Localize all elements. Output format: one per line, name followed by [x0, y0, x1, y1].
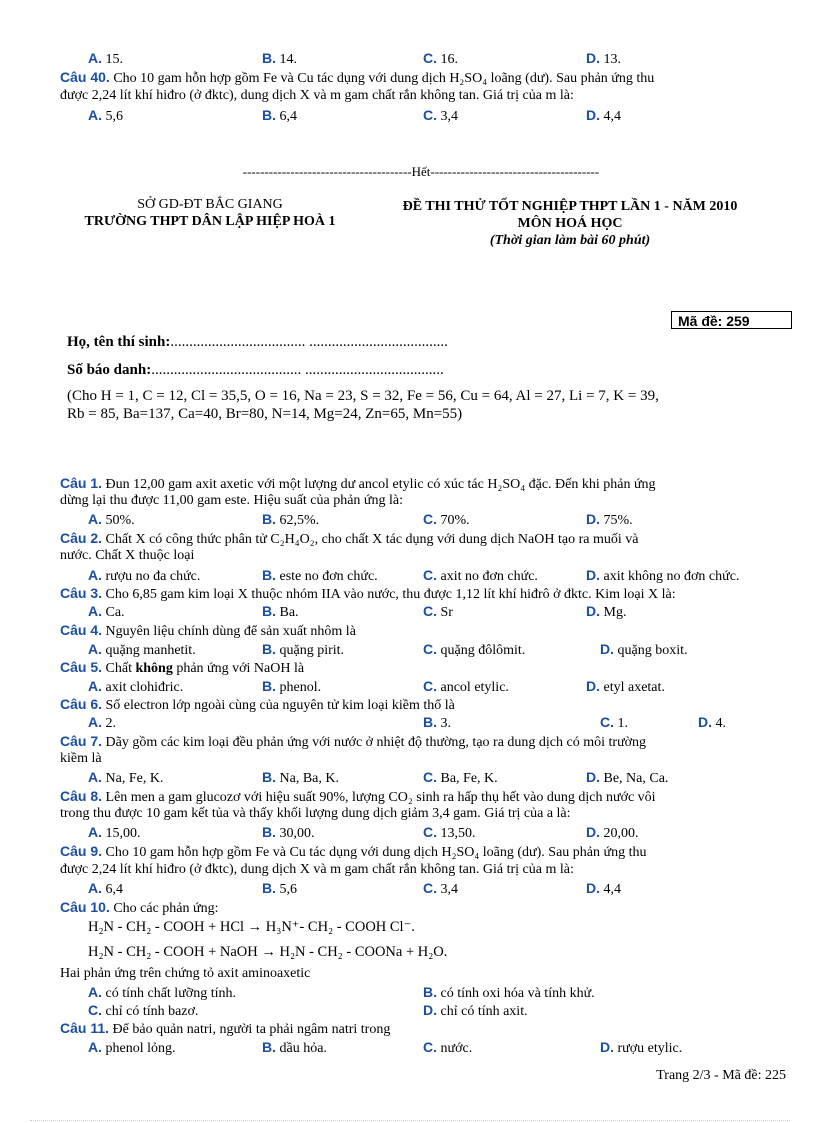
q10-option-b: B. có tính oxi hóa và tính khử.: [423, 984, 595, 1001]
q2-text-line1: Câu 2. Chất X có công thức phân tử C₂H₄O₂, cho chất X tác dụng với dung dịch NaOH tạo ra muối và: [60, 530, 639, 547]
q7-text-line1: Câu 7. Dãy gồm các kim loại đều phản ứng với nước ở nhiệt độ thường, tạo ra dung dịch có môi trường: [60, 733, 647, 750]
q1-option-b: B. 62,5%.: [262, 511, 320, 528]
q8-text-line2: trong thu được 10 gam kết tủa và thấy khối lượng dung dịch giảm 3,4 gam. Giá trị của a là:: [60, 806, 571, 821]
q4-text-line1: Câu 4. Nguyên liệu chính dùng để sản xuất nhôm là: [60, 622, 356, 639]
header-department: SỞ GD-ĐT BẮC GIANG: [137, 197, 283, 212]
q40-text-line2: được 2,24 lít khí hiđro (ở đktc), dung dịch X và m gam chất rắn không tan. Giá trị của m là:: [60, 88, 574, 103]
q6-option-d: D. 4.: [698, 714, 726, 731]
q40-option-d: D. 4,4: [586, 107, 621, 124]
q5-option-c: C. ancol etylic.: [423, 678, 509, 695]
q39-option-c: C. 16.: [423, 50, 458, 67]
q10-option-d: D. chỉ có tính axit.: [423, 1002, 528, 1019]
q7-option-a: A. Na, Fe, K.: [88, 769, 164, 786]
q1-text-line2: dừng lại thu được 11,00 gam este. Hiệu suất của phản ứng là:: [60, 493, 404, 508]
q7-option-d: D. Be, Na, Ca.: [586, 769, 669, 786]
q7-option-b: B. Na, Ba, K.: [262, 769, 339, 786]
q5-option-a: A. axit clohiđric.: [88, 678, 184, 695]
q11-option-a: A. phenol lỏng.: [88, 1039, 176, 1056]
q6-option-a: A. 2.: [88, 714, 116, 731]
header-exam-title: ĐỀ THI THỬ TỐT NGHIỆP THPT LẦN 1 - NĂM 2010: [402, 199, 738, 214]
header-duration: (Thời gian làm bài 60 phút): [489, 233, 651, 248]
q5-option-b: B. phenol.: [262, 678, 322, 695]
q40-option-b: B. 6,4: [262, 107, 297, 124]
q5-option-d: D. etyl axetat.: [586, 678, 665, 695]
q2-option-d: D. axit không no đơn chức.: [586, 567, 740, 584]
q7-text-line2: kiềm là: [60, 751, 102, 766]
q4-option-b: B. quặng pirit.: [262, 641, 345, 658]
exam-code-box: Mã đề: 259: [671, 311, 792, 329]
q11-option-c: C. nước.: [423, 1039, 473, 1056]
q10-reaction-2: H₂N - CH₂ - COOH + NaOH → H₂N - CH₂ - COONa + H₂O.: [88, 944, 448, 960]
q2-option-b: B. este no đơn chức.: [262, 567, 378, 584]
q39-option-d: D. 13.: [586, 50, 621, 67]
q1-option-d: D. 75%.: [586, 511, 633, 528]
end-marker: ---------------------------------------Hết---------------------------------------: [242, 164, 600, 179]
q4-option-c: C. quặng đôlômit.: [423, 641, 526, 658]
q39-option-a: A. 15.: [88, 50, 123, 67]
q10-text-line2: Hai phản ứng trên chứng tỏ axit aminoaxetic: [60, 966, 311, 981]
q11-text-line1: Câu 11. Để bảo quản natri, người ta phải ngâm natri trong: [60, 1020, 391, 1037]
q8-option-b: B. 30,00.: [262, 824, 315, 841]
q39-option-b: B. 14.: [262, 50, 297, 67]
q40-option-a: A. 5,6: [88, 107, 123, 124]
q11-option-b: B. dầu hỏa.: [262, 1039, 327, 1056]
q9-text-line2: được 2,24 lít khí hiđro (ở đktc), dung dịch X và m gam chất rắn không tan. Giá trị của m là:: [60, 862, 574, 877]
q6-option-c: C. 1.: [600, 714, 628, 731]
q5-text-line1: Câu 5. Chất không phản ứng với NaOH là: [60, 659, 305, 676]
q8-option-c: C. 13,50.: [423, 824, 476, 841]
q3-option-b: B. Ba.: [262, 603, 299, 620]
header-school: TRƯỜNG THPT DÂN LẬP HIỆP HOÀ 1: [84, 214, 336, 229]
q3-option-d: D. Mg.: [586, 603, 627, 620]
q6-text-line1: Câu 6. Số electron lớp ngoài cùng của nguyên tử kim loại kiềm thổ là: [60, 696, 455, 713]
q10-option-a: A. có tính chất lưỡng tính.: [88, 984, 236, 1001]
q9-option-a: A. 6,4: [88, 880, 123, 897]
q40-option-c: C. 3,4: [423, 107, 458, 124]
q10-option-c: C. chỉ có tính bazơ.: [88, 1002, 199, 1019]
q4-option-a: A. quặng manhetit.: [88, 641, 196, 658]
page-bottom-divider: [30, 1120, 790, 1121]
q4-option-d: D. quặng boxit.: [600, 641, 688, 658]
q1-text-line1: Câu 1. Đun 12,00 gam axit axetic với một lượng dư ancol etylic có xúc tác H₂SO₄ đặc. Đến khi phản ứng: [60, 475, 656, 492]
q8-text-line1: Câu 8. Lên men a gam glucozơ với hiệu suất 90%, lượng CO₂ sinh ra hấp thụ hết vào dung dịch nước vôi: [60, 788, 656, 805]
q2-option-c: C. axit no đơn chức.: [423, 567, 538, 584]
q2-text-line2: nước. Chất X thuộc loại: [60, 548, 195, 563]
atomic-masses-line1: (Cho H = 1, C = 12, Cl = 35,5, O = 16, Na = 23, S = 32, Fe = 56, Cu = 64, Al = 27, Li = 7, K = 39,: [67, 388, 659, 404]
q8-option-a: A. 15,00.: [88, 824, 141, 841]
q9-option-b: B. 5,6: [262, 880, 297, 897]
q9-option-c: C. 3,4: [423, 880, 458, 897]
q6-option-b: B. 3.: [423, 714, 451, 731]
q40-text-line1: Câu 40. Cho 10 gam hỗn hợp gồm Fe và Cu tác dụng với dung dịch H₂SO₄ loãng (dư). Sau phản ứng thu: [60, 69, 655, 86]
page-footer: Trang 2/3 - Mã đề: 225: [656, 1068, 786, 1083]
header-subject: MÔN HOÁ HỌC: [517, 216, 623, 231]
q10-reaction-1: H₂N - CH₂ - COOH + HCl → H₃N⁺- CH₂ - COOH Cl⁻.: [88, 919, 415, 935]
student-id-row: Số báo danh:........................................ .....................................: [67, 362, 444, 378]
q3-text-line1: Câu 3. Cho 6,85 gam kim loại X thuộc nhóm IIA vào nước, thu được 1,12 lít khí hiđrô ở đktc. Kim loại X là:: [60, 585, 676, 602]
q7-option-c: C. Ba, Fe, K.: [423, 769, 498, 786]
q1-option-c: C. 70%.: [423, 511, 470, 528]
q1-option-a: A. 50%.: [88, 511, 135, 528]
q9-text-line1: Câu 9. Cho 10 gam hỗn hợp gồm Fe và Cu tác dụng với dung dịch H₂SO₄ loãng (dư). Sau phản ứng thu: [60, 843, 647, 860]
atomic-masses-line2: Rb = 85, Ba=137, Ca=40, Br=80, N=14, Mg=24, Zn=65, Mn=55): [67, 406, 463, 422]
q3-option-a: A. Ca.: [88, 603, 125, 620]
q8-option-d: D. 20,00.: [586, 824, 639, 841]
q2-option-a: A. rượu no đa chức.: [88, 567, 201, 584]
q3-option-c: C. Sr: [423, 603, 453, 620]
q9-option-d: D. 4,4: [586, 880, 621, 897]
q11-option-d: D. rượu etylic.: [600, 1039, 683, 1056]
q10-text-line1: Câu 10. Cho các phản ứng:: [60, 899, 219, 916]
student-name-row: Họ, tên thí sinh:.................................... .....................................: [67, 334, 448, 350]
